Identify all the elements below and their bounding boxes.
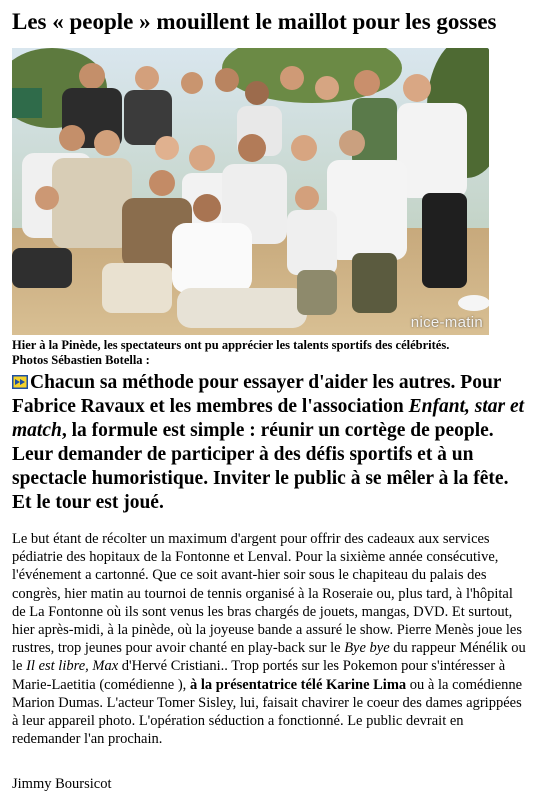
group-photo-illustration: [12, 48, 489, 335]
article-lead: [12, 371, 530, 515]
highlighted-name: à la présentatrice télé Karine Lima: [189, 676, 407, 693]
article-body: [12, 530, 530, 748]
author-signature: Jimmy Boursicot: [12, 776, 112, 792]
song-title: Il est libre, Max: [26, 658, 119, 675]
article-arrow-icon: [12, 375, 28, 389]
body-text: du rappeur Ménélik ou le: [12, 640, 526, 675]
article-photo: [12, 48, 489, 335]
lead-text: , la formule est simple : réunir un cortège de people. Leur demander de participer à des défis sportifs et à un spectacle humoristique. Inviter le public à se mêler à la fête. Et le tour est joué.: [12, 420, 509, 513]
song-title: Bye bye: [344, 640, 390, 657]
body-text: d'Hervé Cristiani.. Trop portés sur les Pokemon pour s'intéresser à Marie-Laetitia (comédienne ),: [12, 658, 506, 693]
photo-caption: [12, 338, 537, 368]
lead-text: Chacun sa méthode pour essayer d'aider les autres. Pour Fabrice Ravaux et les membres de l'association: [12, 372, 502, 417]
body-text: ou à la comédienne Marion Dumas. L'acteur Tomer Sisley, lui, faisait chavirer le coeur des dames agrippées à leur appareil photo. L'opération séduction a fonctionné. Le public devrait en redemander l'an prochain.: [12, 676, 523, 748]
caption-line: Hier à la Pinède, les spectateurs ont pu apprécier les talents sportifs des célébrités.: [12, 338, 450, 352]
association-name: Enfant, star et match: [12, 396, 525, 441]
photo-watermark: nice-matin: [410, 314, 483, 331]
photo-credit: Photos Sébastien Botella :: [12, 353, 150, 367]
body-text: Le but étant de récolter un maximum d'argent pour offrir des cadeaux aux services pédiatrie des hopitaux de la Fontonne et Lenval. Pour la sixième année consécutive, l'événement a cartonné. Que ce soit avant-hier soir sous le chapiteau du palais des congrès, hier matin au tournoi de tennis organisé à la Roseraie ou, plus tard, à l'hôpital de La Fontonne où ils sont venus les bras chargés de jouets, mangas, DVD. Et surtout, hier après-midi, à la pinède, où la joyeuse bande a assuré le show. Pierre Menès joue les rustres, trop jeunes pour avoir chanté en play-back sur le: [12, 531, 523, 657]
article-title: Les « people » mouillent le maillot pour les gosses: [12, 9, 497, 34]
